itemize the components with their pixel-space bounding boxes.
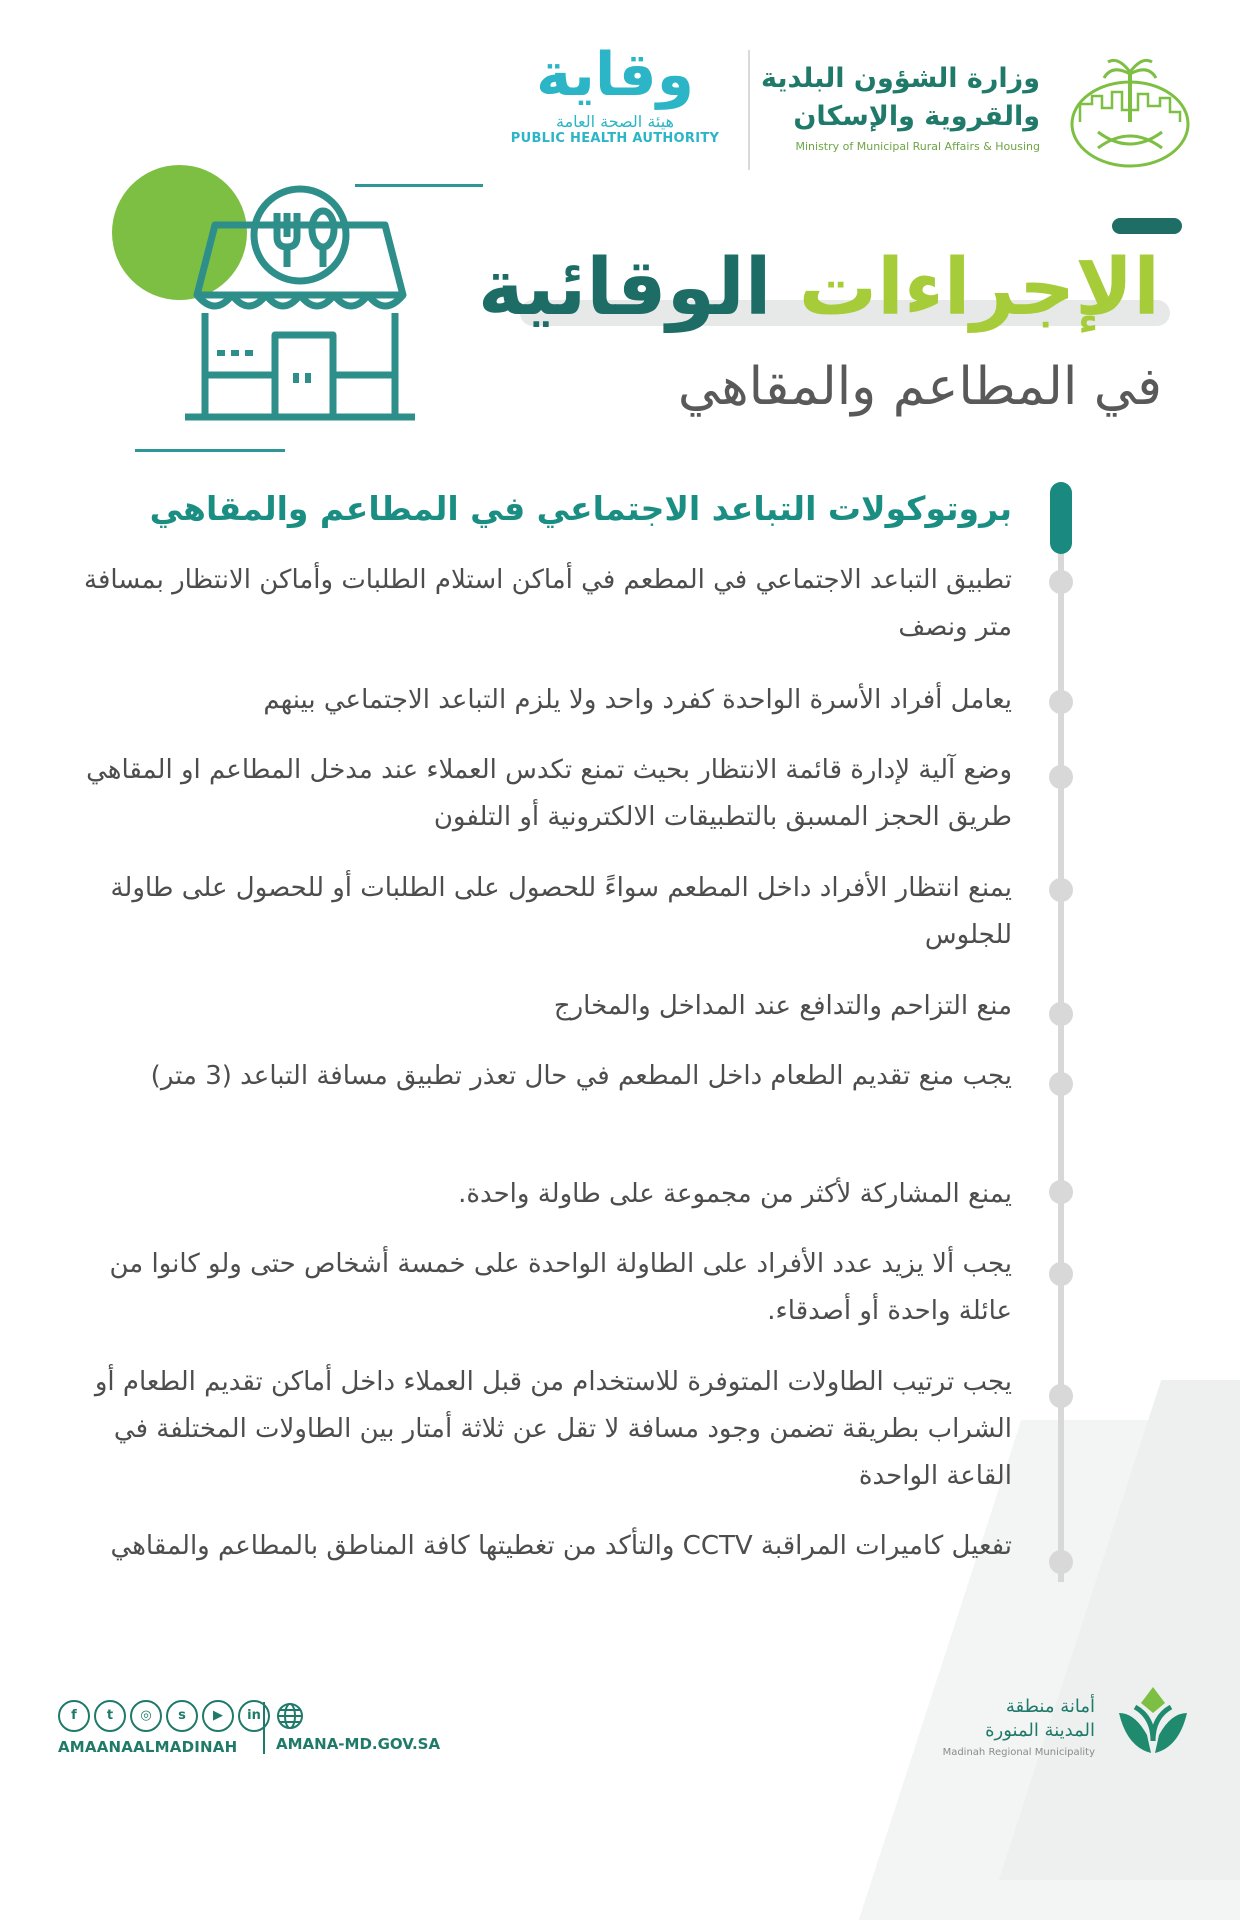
instagram-icon[interactable]: ◎ (130, 1700, 162, 1732)
globe-icon (276, 1702, 304, 1730)
list-item: يعامل أفراد الأسرة الواحدة كفرد واحد ولا يلزم التباعد الاجتماعي بينهم (263, 685, 1012, 715)
list-item: تفعيل كاميرات المراقبة CCTV والتأكد من تغطيتها كافة المناطق بالمطاعم والمقاهي (110, 1531, 1012, 1561)
wiqaya-name-en: PUBLIC HEALTH AUTHORITY (510, 131, 720, 146)
ministry-name (761, 60, 1040, 153)
list-item: يجب منع تقديم الطعام داخل المطعم في حال تعذر تطبيق مسافة التباعد (3 متر) (150, 1061, 1012, 1091)
snapchat-icon[interactable]: s (166, 1700, 198, 1732)
list-item: تطبيق التباعد الاجتماعي في المطعم في أماكن استلام الطلبات وأماكن الانتظار بمسافة متر ونصف (84, 565, 1012, 642)
list-item: يمنع انتظار الأفراد داخل المطعم سواءً للحصول على الطلبات أو للحصول على طاولة للجلوس (110, 873, 1012, 950)
social-handle[interactable]: AMAANAALMADINAH (58, 1738, 238, 1756)
timeline-dot (1049, 1072, 1073, 1096)
timeline-dot (1049, 570, 1073, 594)
wiqaya-sub-ar: هيئة الصحة العامة (555, 112, 674, 131)
list-item: يجب ترتيب الطاولات المتوفرة للاستخدام من قبل العملاء داخل أماكن تقديم الطعام أو الشراب بطريقة تضمن وجود مسافة لا تقل عن ثلاثة أمتار بين الطاولات المختلفة في القاعة الواحدة (94, 1367, 1012, 1491)
section-heading: بروتوكولات التباعد الاجتماعي في المطاعم والمقاهي (149, 489, 1012, 528)
decorative-line (135, 449, 285, 452)
timeline-bar (1058, 482, 1064, 1582)
timeline-dot (1049, 1180, 1073, 1204)
footer-divider (263, 1702, 265, 1754)
ministry-emblem-icon (1068, 52, 1192, 170)
list-item: منع التزاحم والتدافع عند المداخل والمخارج (553, 991, 1012, 1021)
municipality-name-en: Madinah Regional Municipality (942, 1747, 1095, 1758)
page-subtitle: في المطاعم والمقاهي (677, 357, 1162, 417)
title-word-2: الوقائية (477, 243, 772, 333)
timeline-dot (1049, 878, 1073, 902)
social-icons-row (58, 1700, 270, 1732)
timeline-dot (1049, 1262, 1073, 1286)
wiqaya-logo (505, 40, 725, 146)
facebook-icon[interactable]: f (58, 1700, 90, 1732)
timeline-cap (1050, 482, 1072, 554)
youtube-icon[interactable]: ▶ (202, 1700, 234, 1732)
website-link[interactable]: AMANA-MD.GOV.SA (276, 1735, 441, 1753)
page-title (478, 238, 1160, 338)
timeline-dot (1049, 1002, 1073, 1026)
restaurant-icon (185, 185, 415, 425)
ministry-name-ar-line2: والقروية والإسكان (793, 101, 1040, 132)
wiqaya-name-ar: وقاية (535, 40, 695, 110)
municipality-name-ar-line1: أمانة منطقة (1005, 1696, 1095, 1717)
ministry-name-ar-line1: وزارة الشؤون البلدية (760, 63, 1040, 94)
header-divider (748, 50, 750, 170)
municipality-name-ar-line2: المدينة المنورة (985, 1720, 1095, 1741)
title-accent-bar (1112, 218, 1182, 234)
list-item: يجب ألا يزيد عدد الأفراد على الطاولة الواحدة على خمسة أشخاص حتى ولو كانوا من عائلة واحدة أو أصدقاء. (109, 1249, 1012, 1326)
timeline-dot (1049, 690, 1073, 714)
timeline-dot (1049, 1384, 1073, 1408)
list-item: يمنع المشاركة لأكثر من مجموعة على طاولة واحدة. (458, 1179, 1012, 1209)
timeline-dot (1049, 765, 1073, 789)
social-links (58, 1700, 270, 1756)
title-word-1: الإجراءات (798, 243, 1160, 333)
timeline-dot (1049, 1550, 1073, 1574)
twitter-icon[interactable]: t (94, 1700, 126, 1732)
municipality-logo-icon (1113, 1683, 1193, 1755)
municipality-name (943, 1695, 1095, 1758)
list-item: وضع آلية لإدارة قائمة الانتظار بحيث تمنع تكدس العملاء عند مدخل المطاعم او المقاهي طريق الحجز المسبق بالتطبيقات الالكترونية أو التلفون (86, 755, 1012, 832)
linkedin-icon[interactable]: in (238, 1700, 270, 1732)
ministry-name-en: Ministry of Municipal Rural Affairs & Housing (795, 140, 1040, 153)
